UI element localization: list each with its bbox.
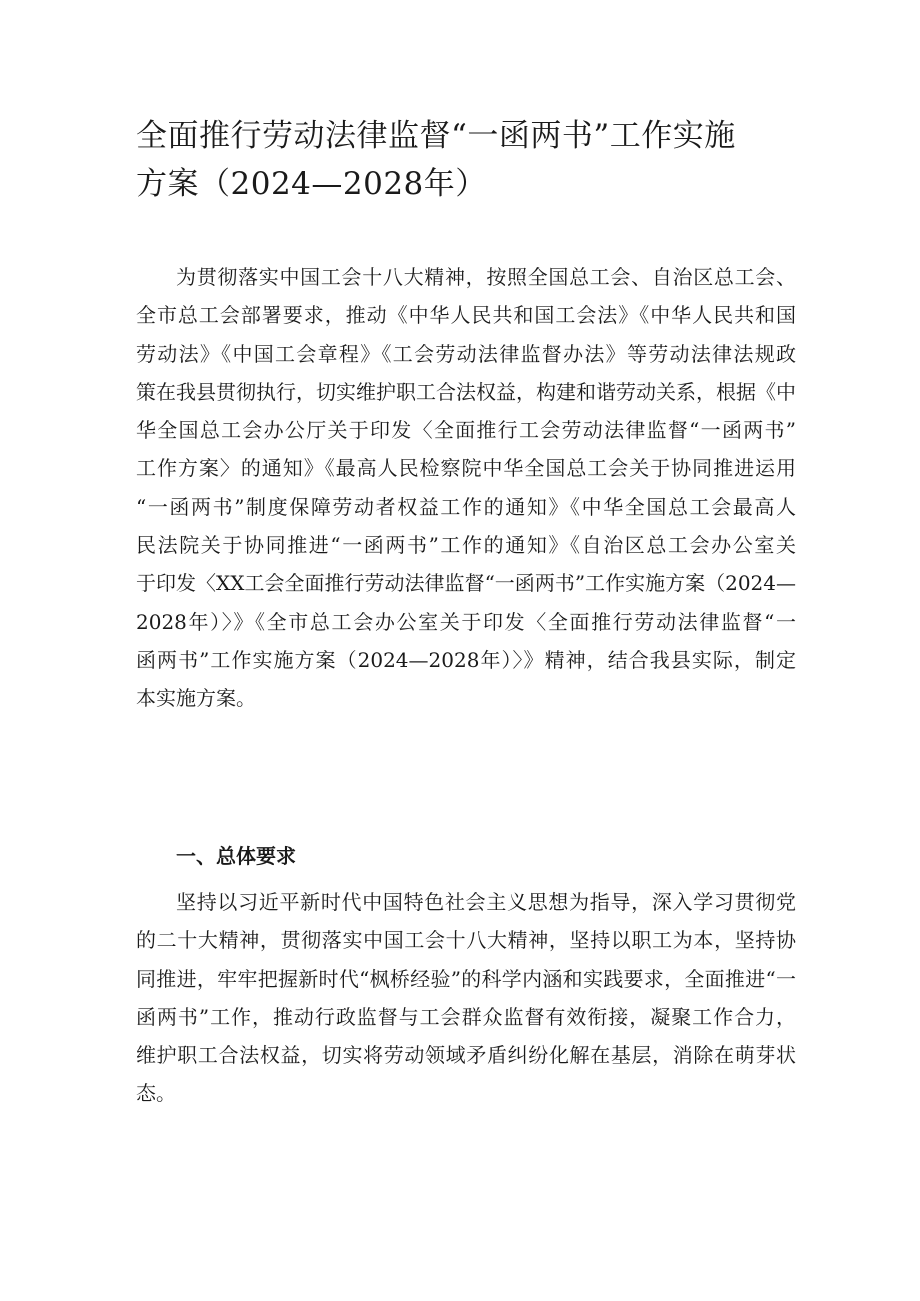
requirements-paragraph: [136, 883, 796, 1113]
paragraph-line: 态。: [136, 1081, 176, 1106]
paragraph-line: 策在我县贯彻执行，切实维护职工合法权益，构建和谐劳动关系，根据《中: [136, 379, 796, 404]
section-heading: 一、总体要求: [176, 844, 296, 868]
title-line: 全面推行劳动法律监督“一函两书”工作实施: [136, 118, 736, 154]
paragraph-line: 坚持以习近平新时代中国特色社会主义思想为指导，深入学习贯彻党: [176, 890, 796, 914]
paragraph-line: 为贯彻落实中国工会十八大精神，按照全国总工会、自治区总工会、: [176, 265, 796, 289]
paragraph-line: 函两书”工作，推动行政监督与工会群众监督有效衔接，凝聚工作合力，: [136, 1004, 796, 1029]
paragraph-line: 华全国总工会办公厅关于印发〈全面推行工会劳动法律监督“一函两书”: [136, 418, 796, 443]
paragraph-line: “一函两书”制度保障劳动者权益工作的通知》《中华全国总工会最高人: [136, 494, 796, 519]
document-title: [136, 112, 796, 208]
paragraph-line: 2028年）〉》《全市总工会办公室关于印发〈全面推行劳动法律监督“一: [136, 609, 796, 634]
title-line: 方案（2024—2028年）: [136, 166, 487, 202]
paragraph-line: 劳动法》《中国工会章程》《工会劳动法律监督办法》等劳动法律法规政: [136, 341, 796, 366]
paragraph-line: 于印发〈XX工会全面推行劳动法律监督“一函两书”工作实施方案（2024—: [136, 571, 796, 596]
paragraph-line: 函两书”工作实施方案（2024—2028年）〉》精神，结合我县实际，制定: [136, 647, 796, 672]
paragraph-line: 同推进，牢牢把握新时代“枫桥经验”的科学内涵和实践要求，全面推进“一: [136, 966, 796, 991]
intro-paragraph: [136, 258, 796, 718]
paragraph-line: 的二十大精神，贯彻落实中国工会十八大精神，坚持以职工为本，坚持协: [136, 928, 796, 953]
paragraph-line: 本实施方案。: [136, 686, 256, 711]
paragraph-line: 民法院关于协同推进“一函两书”工作的通知》《自治区总工会办公室关: [136, 533, 796, 558]
paragraph-line: 全市总工会部署要求，推动《中华人民共和国工会法》《中华人民共和国: [136, 303, 796, 328]
paragraph-line: 工作方案〉的通知》《最高人民检察院中华全国总工会关于协同推进运用: [136, 456, 796, 481]
paragraph-line: 维护职工合法权益，切实将劳动领域矛盾纠纷化解在基层，消除在萌芽状: [136, 1043, 796, 1068]
